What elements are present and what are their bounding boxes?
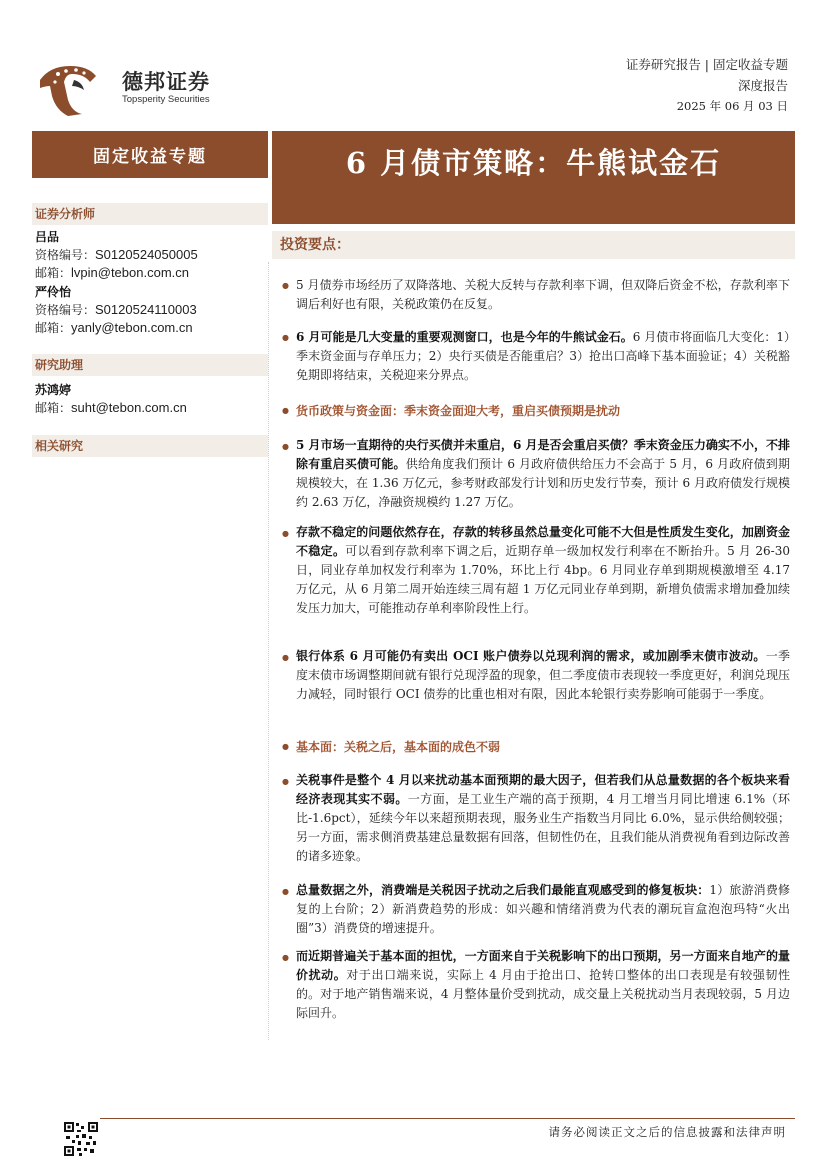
cert-label: 资格编号： — [35, 248, 96, 262]
paragraph: 银行体系 6 月可能仍有卖出 OCI 账户债券以兑现利润的需求，或加剧季末债市波动。一季度末债市场调整期间就有银行兑现浮盈的现象，但二季度债市表现较一季度更好，利润兑现压力减轻，同时银行 OCI 债券的比重也相对有限，因此本轮银行卖券影响可能弱于一季度。 — [296, 649, 790, 701]
sub-heading: 基本面：关税之后，基本面的成色不弱 — [296, 740, 501, 754]
bullet-icon: ● — [282, 529, 289, 538]
analyst-cert — [35, 301, 197, 318]
report-title: 6 月债市策略：牛熊试金石 — [345, 146, 722, 180]
bullet-icon: ● — [282, 777, 289, 786]
leopard-logo-icon — [38, 60, 98, 118]
qr-code-icon — [64, 1122, 98, 1156]
cert-number: S0120524050005 — [95, 247, 198, 262]
paragraph: 5 月市场一直期待的央行买债并未重启，6 月是否会重启买债？季末资金压力确实不小，不排除有重启买债可能。供给角度我们预计 6 月政府债供给压力不会高于 5 月，6 月政府债到期规模较大，在 1.36 万亿元，参考财政部发行计划和历史发行节奏，预计 6 月政府债发行规模约 2.63 万亿，净融资规模约 1.27 万亿。 — [296, 438, 790, 509]
email-address[interactable]: suht@tebon.com.cn — [71, 400, 187, 415]
brand-name-en: Topsperity Securities — [122, 94, 210, 105]
paragraph: 存款不稳定的问题依然存在，存款的转移虽然总量变化可能不大但是性质发生变化，加剧资金不稳定。可以看到存款利率下调之后，近期存单一级加权发行利率在不断抬升。5 月 26-30 日，同业存单加权发行利率为 1.70%，环比上行 4bp。6 月同业存单到期规模激增至 4.17 万亿元，从 6 月第二周开始连续三周有超 1 万亿元同业存单到期，新增负债需求增加叠加续发压力加大，可能推动存单利率阶段性上行。 — [296, 525, 790, 615]
bullet-icon: ● — [282, 887, 289, 896]
column-divider — [268, 262, 269, 1040]
cert-number: S0120524110003 — [95, 302, 197, 317]
analyst-email — [35, 319, 193, 336]
cert-label: 资格编号： — [35, 303, 96, 317]
related-heading: 相关研究 — [32, 435, 268, 457]
analyst-name: 严伶怡 — [35, 285, 72, 299]
category-banner — [32, 131, 268, 178]
analyst-email — [35, 264, 189, 281]
footer-disclaimer[interactable]: 请务必阅读正文之后的信息披露和法律声明 — [548, 1125, 786, 1139]
report-date: 2025 年 06 月 03 日 — [676, 99, 788, 113]
report-type: 证券研究报告 | 固定收益专题 — [625, 57, 788, 72]
email-address[interactable]: yanly@tebon.com.cn — [71, 320, 193, 335]
assistant-name: 苏鸿婷 — [35, 383, 72, 397]
email-address[interactable]: lvpin@tebon.com.cn — [71, 265, 189, 280]
assistant-heading: 研究助理 — [32, 354, 268, 376]
brand-name-cn: 德邦证券 — [122, 70, 210, 94]
analyst-cert — [35, 246, 198, 263]
email-label: 邮箱： — [35, 266, 72, 280]
bullet-icon: ● — [282, 653, 289, 662]
paragraph: 总量数据之外，消费端是关税因子扰动之后我们最能直观感受到的修复板块：1）旅游消费修复的上台阶；2）新消费趋势的形成：如兴趣和情绪消费为代表的潮玩盲盒泡泡玛特“火出圈”3）消费贷的增速提升。 — [296, 883, 790, 935]
title-banner — [272, 131, 795, 224]
bullet-icon: ● — [282, 406, 289, 415]
report-depth: 深度报告 — [737, 78, 788, 93]
bullet-icon: ● — [282, 953, 289, 962]
sub-heading: 货币政策与资金面：季末资金面迎大考，重启买债预期是扰动 — [296, 404, 621, 418]
email-label: 邮箱： — [35, 321, 72, 335]
bullet-icon: ● — [282, 281, 289, 290]
analyst-name: 吕品 — [35, 230, 60, 244]
brand-logo — [38, 60, 218, 118]
bullet-icon: ● — [282, 333, 289, 342]
email-label: 邮箱： — [35, 401, 72, 415]
analysts-heading: 证券分析师 — [32, 203, 268, 225]
bullet-icon: ● — [282, 442, 289, 451]
paragraph: 6 月可能是几大变量的重要观测窗口，也是今年的牛熊试金石。6 月债市将面临几大变化：1）季末资金面与存单压力；2）央行买债是否能重启？3）抢出口高峰下基本面验证；4）关税豁免期即将结束，关税迎来分界点。 — [296, 330, 791, 382]
category-label: 固定收益专题 — [93, 147, 207, 167]
paragraph: 关税事件是整个 4 月以来扰动基本面预期的最大因子，但若我们从总量数据的各个板块来看经济表现其实不弱。一方面，是工业生产端的高于预期，4 月工增当月同比增速 6.1%（环比-1.6pct），延续今年以来超预期表现，服务业生产指数当月同比 6.0%，显示供给侧较强；另一方面，需求侧消费基建总量数据有回落，但韧性仍在，且我们能从消费视角看到边际改善的诸多迹象。 — [296, 773, 790, 863]
paragraph: 5 月债券市场经历了双降落地、关税大反转与存款利率下调，但双降后资金不松，存款利率下调后利好也有限，关税政策仍在反复。 — [296, 278, 790, 311]
assistant-email — [35, 399, 187, 416]
points-heading: 投资要点： — [272, 231, 795, 259]
footer-divider — [100, 1118, 795, 1119]
bullet-icon: ● — [282, 742, 289, 751]
paragraph: 而近期普遍关于基本面的担忧，一方面来自于关税影响下的出口预期，另一方面来自地产的量价扰动。对于出口端来说，实际上 4 月由于抢出口、抢转口整体的出口表现是有较强韧性的。对于地产销售端来说，4 月整体量价受到扰动，成交量上关税扰动当月表现较弱，5 月边际回升。 — [296, 949, 790, 1020]
report-meta — [626, 54, 788, 117]
